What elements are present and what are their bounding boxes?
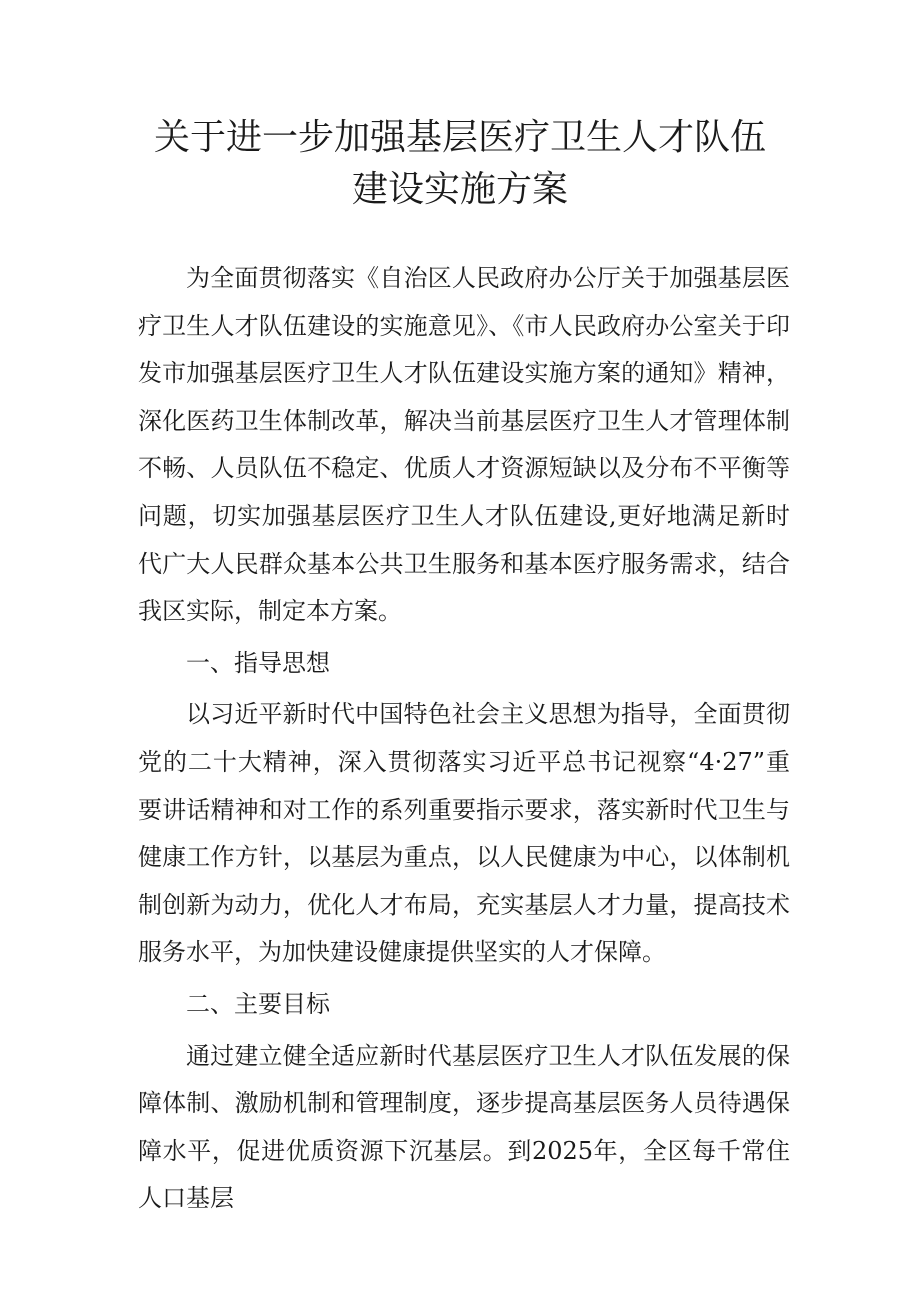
section-heading-main-goals: 二、主要目标 xyxy=(186,989,330,1018)
intro-paragraph: 为全面贯彻落实《自治区人民政府办公厅关于加强基层医疗卫生人才队伍建设的实施意见》、《市人民政府办公室关于印发市加强基层医疗卫生人才队伍建设实施方案的通知》精神，深化医药卫生体制改革，解决当前基层医疗卫生人才管理体制不畅、人员队伍不稳定、优质人才资源短缺以及分布不平衡等问题，切实加强基层医疗卫生人才队伍建设,更好地满足新时代广大人民群众基本公共卫生服务和基本医疗服务需求，结合我区实际，制定本方案。 xyxy=(138,264,790,626)
document-title: 关于进一步加强基层医疗卫生人才队伍建设实施方案 xyxy=(153,117,766,210)
document-body xyxy=(138,255,790,1223)
section-heading-guiding-ideology: 一、指导思想 xyxy=(186,648,330,677)
main-goals-paragraph: 通过建立健全适应新时代基层医疗卫生人才队伍发展的保障体制、激励机制和管理制度，逐步提高基层医务人员待遇保障水平，促进优质资源下沉基层。到2025年，全区每千常住人口基层 xyxy=(138,1041,790,1213)
guiding-ideology-paragraph: 以习近平新时代中国特色社会主义思想为指导，全面贯彻党的二十大精神，深入贯彻落实习近平总书记视察“4·27”重要讲话精神和对工作的系列重要指示要求，落实新时代卫生与健康工作方针，以基层为重点，以人民健康为中心，以体制机制创新为动力，优化人才布局，充实基层人才力量，提高技术服务水平，为加快建设健康提供坚实的人才保障。 xyxy=(138,700,790,967)
